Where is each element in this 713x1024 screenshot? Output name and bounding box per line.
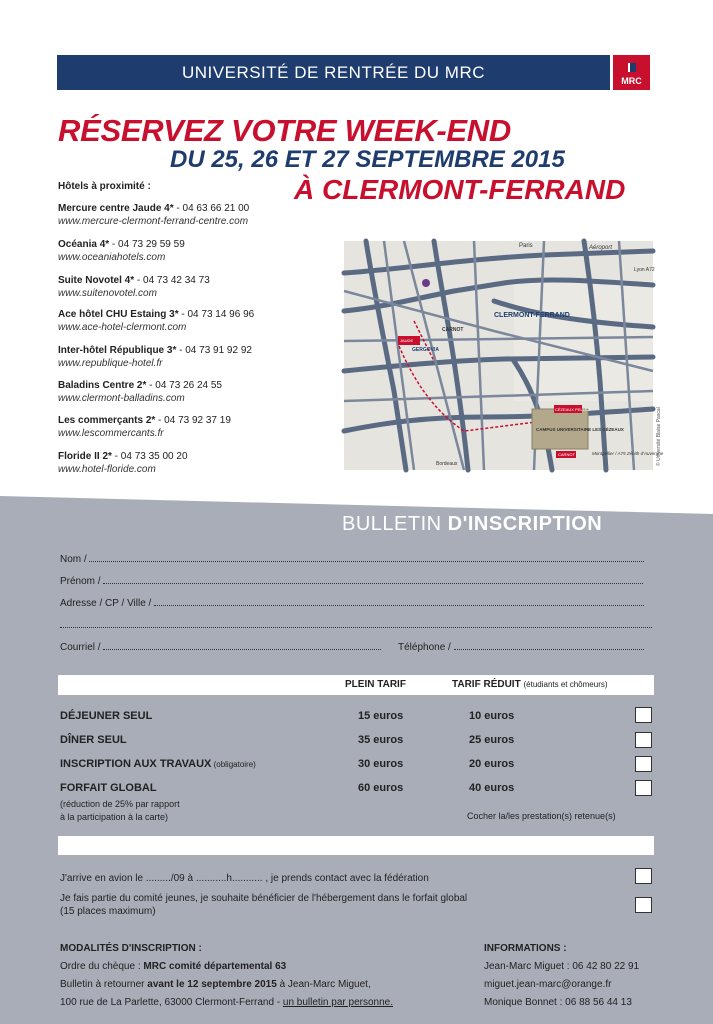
modalites-title <box>60 940 202 958</box>
map-label-aeroport: Aéroport <box>589 245 613 251</box>
telephone-label: Téléphone / <box>398 642 451 653</box>
row-label-text: DÉJEUNER SEUL <box>60 710 153 722</box>
hotel-entry <box>58 414 231 440</box>
title-line-1: RÉSERVEZ VOTRE WEEK-END <box>58 113 511 148</box>
row-label-text: FORFAIT GLOBAL <box>60 782 157 794</box>
cheque-prefix: Ordre du chèque : <box>60 961 144 972</box>
tarif-reduit-header <box>452 679 608 690</box>
hotel-phone: - 04 73 26 24 55 <box>146 380 222 391</box>
avion-checkbox[interactable] <box>635 868 652 884</box>
map-label-montpellier: Montpellier / A75 Zénith d'Auvergne <box>592 451 664 456</box>
bulletin-title-light: BULLETIN <box>342 513 448 535</box>
bulletin-suffix: à Jean-Marc Miguet, <box>276 979 371 990</box>
flag-icon <box>628 63 636 72</box>
forfait-note-2: à la participation à la carte) <box>60 812 169 822</box>
hotel-url[interactable]: www.clermont-balladins.com <box>58 393 185 404</box>
separator-bar <box>58 836 654 855</box>
map-credit: © Université Blaise Pascal <box>656 407 662 466</box>
hotel-url[interactable]: www.ace-hotel-clermont.com <box>58 322 187 333</box>
prestation-checkbox[interactable] <box>635 707 652 723</box>
hotel-entry <box>58 202 249 228</box>
bulletin-diagonal <box>0 484 713 514</box>
avion-text: J'arrive en avion le ........./09 à ...........h........... , je prends contact avec la fédération <box>60 873 429 884</box>
info-line-1: Jean-Marc Miguet : 06 42 80 22 91 <box>484 961 640 972</box>
cheque-bold: MRC comité départemental 63 <box>143 961 287 972</box>
hotel-phone: - 04 73 29 59 59 <box>109 239 185 250</box>
hotel-entry <box>58 379 222 405</box>
map-label-clermont: CLERMONT-FERRAND <box>494 312 570 319</box>
hotel-phone: - 04 73 14 96 96 <box>178 309 255 320</box>
hotel-entry <box>58 344 252 370</box>
hotel-name: Mercure centre Jaude 4* <box>58 203 174 214</box>
telephone-field[interactable] <box>398 642 644 653</box>
prenom-label: Prénom / <box>60 576 101 587</box>
hotel-entry <box>58 274 210 300</box>
tarif-reduit-note: (étudiants et chômeurs) <box>523 680 608 689</box>
adresse-line-2[interactable] <box>60 620 652 631</box>
row-label-note: (obligatoire) <box>211 760 256 769</box>
header-band-text: UNIVERSITÉ DE RENTRÉE DU MRC <box>181 62 486 82</box>
bulletin-return-line <box>60 976 371 994</box>
map-label-lyon: Lyon A72 <box>634 267 655 273</box>
plein-tarif-header: PLEIN TARIF <box>345 679 406 690</box>
price-row-label <box>60 734 127 746</box>
row-label-text: DÎNER SEUL <box>60 734 127 746</box>
map-label-carnot2: CARNOT <box>558 452 575 457</box>
hotel-phone: - 04 73 91 92 92 <box>176 345 252 356</box>
jeunes-text-2: (15 places maximum) <box>60 906 156 917</box>
cheque-line <box>60 958 286 976</box>
bulletin-bold: avant le 12 septembre 2015 <box>147 979 277 990</box>
jeunes-text-1: Je fais partie du comité jeunes, je souhaite bénéficier de l'hébergement dans le forfait global <box>60 893 468 904</box>
map-label-carnot: CARNOT <box>442 327 464 333</box>
hotel-name: Les commerçants 2* <box>58 415 156 426</box>
adresse-label: Adresse / CP / Ville / <box>60 598 152 609</box>
station-icon <box>422 279 430 287</box>
modalites-title-text: MODALITÉS D'INSCRIPTION : <box>60 943 202 954</box>
adresse-prefix: 100 rue de La Parlette, 63000 Clermont-Ferrand - <box>60 997 283 1008</box>
row-label-text: INSCRIPTION AUX TRAVAUX <box>60 758 212 770</box>
adresse-underline: un bulletin par personne. <box>282 997 393 1008</box>
map-label-paris: Paris <box>519 243 533 249</box>
hotel-entry <box>58 238 185 264</box>
bulletin-prefix: Bulletin à retourner <box>60 979 148 990</box>
hotel-url[interactable]: www.suitenovotel.com <box>58 288 157 299</box>
hotel-name: Inter-hôtel République 3* <box>58 345 177 356</box>
price-row-label <box>60 782 157 794</box>
map-label-cezeaux: CÉZEAUX PELLEZ <box>555 407 590 412</box>
price-row-label <box>60 710 152 722</box>
prestation-checkbox[interactable] <box>635 732 652 748</box>
bulletin-title <box>342 513 602 536</box>
hotel-phone: - 04 73 35 00 20 <box>111 451 188 462</box>
hotel-name: Floride II 2* <box>58 451 112 462</box>
hotel-phone: - 04 63 66 21 00 <box>173 203 250 214</box>
reduit-price: 25 euros <box>469 734 515 746</box>
nom-label: Nom / <box>60 554 87 565</box>
hotels-title: Hôtels à proximité : <box>58 181 151 192</box>
reduit-price: 10 euros <box>469 710 515 722</box>
hotel-name: Suite Novotel 4* <box>58 275 135 286</box>
hotel-name: Océania 4* <box>58 239 110 250</box>
hotel-url[interactable]: www.mercure-clermont-ferrand-centre.com <box>58 216 249 227</box>
plein-price: 30 euros <box>358 758 404 770</box>
nom-field[interactable] <box>60 554 644 565</box>
info-title-text: INFORMATIONS : <box>484 943 567 954</box>
logo-text: MRC <box>621 76 642 86</box>
tarif-reduit-label: TARIF RÉDUIT <box>452 679 521 690</box>
prenom-field[interactable] <box>60 576 643 587</box>
info-title <box>484 940 567 958</box>
hotel-name: Baladins Centre 2* <box>58 380 147 391</box>
map-label-bordeaux: Bordeaux <box>436 461 458 467</box>
hotel-phone: - 04 73 92 37 19 <box>155 415 231 426</box>
hotel-entry <box>58 450 188 476</box>
jeunes-checkbox[interactable] <box>635 897 652 913</box>
price-row-label <box>60 758 256 770</box>
info-email[interactable]: miguet.jean-marc@orange.fr <box>484 979 612 990</box>
map-label-gergovia: GERGOVIA <box>412 347 439 353</box>
map-label-jaude: JAUDE <box>400 338 414 343</box>
reduit-price: 20 euros <box>469 758 515 770</box>
plein-price: 15 euros <box>358 710 404 722</box>
prestation-checkbox[interactable] <box>635 756 652 772</box>
courriel-label: Courriel / <box>60 642 101 653</box>
adresse-line <box>60 994 393 1012</box>
info-line-3: Monique Bonnet : 06 88 56 44 13 <box>484 997 632 1008</box>
hotel-phone: - 04 73 42 34 73 <box>134 275 210 286</box>
hotel-url[interactable]: www.oceaniahotels.com <box>58 252 166 263</box>
adresse-field[interactable] <box>60 598 644 609</box>
courriel-field[interactable] <box>60 642 381 653</box>
hotel-url[interactable]: www.hotel-floride.com <box>58 464 156 475</box>
hotel-entry <box>58 308 254 334</box>
plein-price: 35 euros <box>358 734 404 746</box>
hotel-name: Ace hôtel CHU Estaing 3* <box>58 309 179 320</box>
bulletin-title-bold: D'INSCRIPTION <box>447 513 603 535</box>
mrc-logo <box>613 55 650 90</box>
title-line-2: DU 25, 26 ET 27 SEPTEMBRE 2015 <box>170 146 565 173</box>
hotel-url[interactable]: www.lescommercants.fr <box>58 428 164 439</box>
plein-price: 60 euros <box>358 782 404 794</box>
hotel-url[interactable]: www.republique-hotel.fr <box>58 358 163 369</box>
reduit-price: 40 euros <box>469 782 515 794</box>
title-line-3: À CLERMONT-FERRAND <box>294 174 626 205</box>
map-label-campus: CAMPUS UNIVERSITAIRE LES CÉZEAUX <box>536 427 624 432</box>
forfait-note-1: (réduction de 25% par rapport <box>60 799 180 809</box>
prestation-checkbox[interactable] <box>635 780 652 796</box>
header-band <box>57 55 610 90</box>
cocher-instruction: Cocher la/les prestation(s) retenue(s) <box>467 811 616 821</box>
